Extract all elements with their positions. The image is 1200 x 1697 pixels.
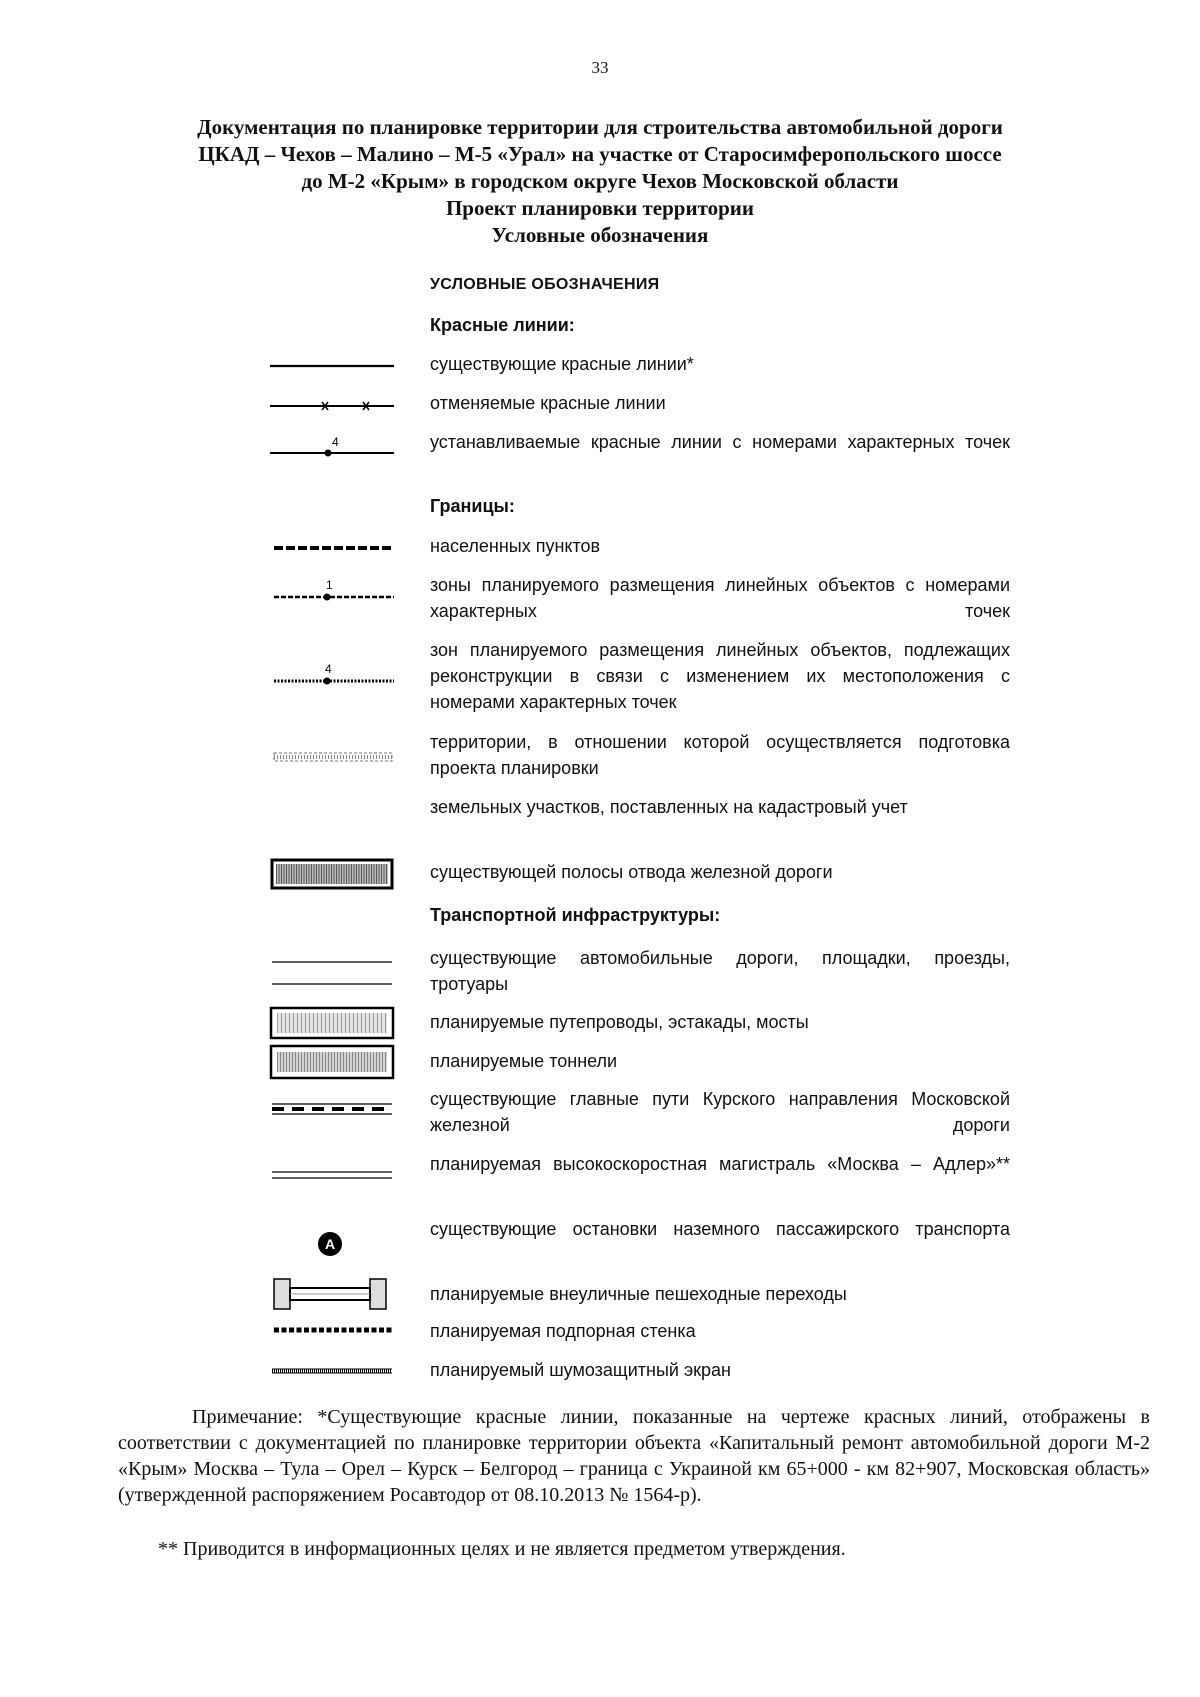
railway-strip-symbol <box>262 858 402 890</box>
legend-header: УСЛОВНЫЕ ОБОЗНАЧЕНИЯ <box>430 276 660 293</box>
heavy-dashed-line-symbol <box>262 543 402 553</box>
dotted-box-symbol <box>262 1006 402 1040</box>
crossed-line-symbol <box>262 400 402 412</box>
section-title-transport: Транспортной инфраструктуры: <box>430 905 721 925</box>
bus-stop-symbol <box>262 1230 402 1258</box>
legend-item-retaining-wall: планируемая подпорная стенка <box>430 1321 696 1341</box>
fine-hatched-line-symbol <box>262 1367 402 1375</box>
footnote-2: ** Приводится в информационных целях и не является предметом утверждения. <box>158 1538 846 1560</box>
page-number: 33 <box>591 58 609 77</box>
legend-item-existing-red-lines: существующие красные линии* <box>430 354 694 374</box>
section-title-boundaries: Границы: <box>430 496 515 516</box>
legend-item-reconstruction-zones: зон планируемого размещения линейных объектов, подлежащих реконструкции в связи с изменением их местоположения с номерами характерных точек <box>430 640 1010 712</box>
document-title <box>60 114 1140 249</box>
legend-item-planned-tunnels: планируемые тоннели <box>430 1051 618 1071</box>
legend-item-planned-bridges: планируемые путепроводы, эстакады, мосты <box>430 1012 809 1032</box>
legend-item-established-red-lines: устанавливаемые красные линии с номерами характерных точек <box>430 432 1010 452</box>
title-line: Условные обозначения <box>491 223 709 247</box>
footnote-1: Примечание: *Существующие красные линии, показанные на чертеже красных линий, отображены в соответствии с документацией по планировке территории объекта «Капитальный ремонт автомобильной дороги М-2 «Крым» Москва – Тула – Орел – Курск – Белгород – граница с Украиной км 65+000 - км 82+907, Московская область» (утвержденной распоряжением Росавтодор от 08.10.2013 № 1564-р). <box>118 1406 1150 1506</box>
double-thin-line-symbol <box>262 958 402 988</box>
block-dashed-line-symbol <box>262 1326 402 1334</box>
title-line: Документация по планировке территории для строительства автомобильной дороги <box>197 115 1003 139</box>
title-line: до М-2 «Крым» в городском округе Чехов Московской области <box>301 169 899 193</box>
legend-item-bus-stops: существующие остановки наземного пассажирского транспорта <box>430 1219 1010 1239</box>
legend-item-settlements: населенных пунктов <box>430 536 601 556</box>
legend-item-high-speed-line: планируемая высокоскоростная магистраль «Москва – Адлер»** <box>430 1154 1010 1174</box>
dashed-line-with-point-symbol <box>262 577 402 603</box>
section-title-red-lines: Красные линии: <box>430 315 575 335</box>
legend-item-planning-territory: территории, в отношении которой осуществляется подготовка проекта планировки <box>430 732 1010 778</box>
legend-item-kursk-railway: существующие главные пути Курского направления Московской железной дороги <box>430 1089 1010 1135</box>
double-line-close-symbol <box>262 1170 402 1180</box>
legend-item-cancelled-red-lines: отменяемые красные линии <box>430 393 666 413</box>
legend-item-pedestrian-crossings: планируемые внеуличные пешеходные переходы <box>430 1284 847 1304</box>
point-label: 1 <box>326 578 333 592</box>
point-label: 4 <box>332 435 339 449</box>
dotted-line-with-point-symbol <box>262 661 402 687</box>
solid-line-symbol <box>262 360 402 372</box>
hatched-box-symbol <box>262 1044 402 1080</box>
point-label: 4 <box>325 662 332 676</box>
title-line: ЦКАД – Чехов – Малино – М-5 «Урал» на участке от Старосимферопольского шоссе <box>198 142 1002 166</box>
bus-stop-label: A <box>324 1236 336 1252</box>
pedestrian-crossing-symbol <box>262 1277 402 1311</box>
legend-item-existing-roads: существующие автомобильные дороги, площадки, проезды, тротуары <box>430 948 1010 994</box>
legend-item-cadastral-plots: земельных участков, поставленных на кадастровый учет <box>430 797 908 817</box>
hatched-band-symbol <box>262 752 402 762</box>
title-line: Проект планировки территории <box>445 196 755 220</box>
legend-item-railway-right-of-way: существующей полосы отвода железной дороги <box>430 862 833 882</box>
line-with-point-symbol <box>262 435 402 459</box>
legend-item-noise-barrier: планируемый шумозащитный экран <box>430 1360 731 1380</box>
legend-item-linear-objects-zones: зоны планируемого размещения линейных объектов с номерами характерных точек <box>430 575 1010 621</box>
railway-line-symbol <box>262 1102 402 1116</box>
